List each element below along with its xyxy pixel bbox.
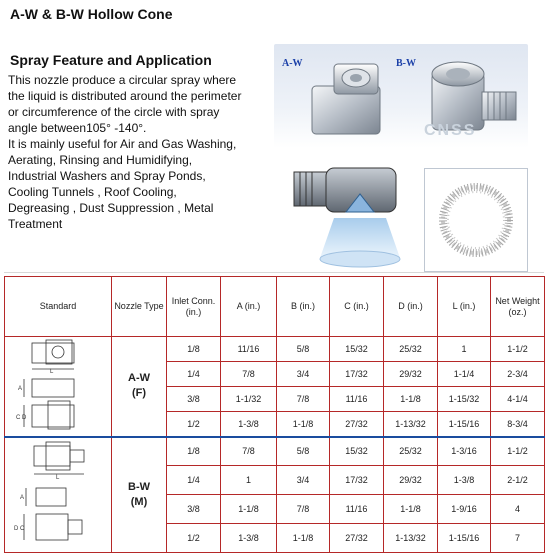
table-cell: 4	[491, 495, 545, 524]
table-cell: 1-1/2	[491, 337, 545, 362]
svg-text:L: L	[56, 474, 60, 481]
section-divider	[4, 272, 544, 273]
table-cell: 15/32	[330, 337, 384, 362]
table-cell: 11/16	[330, 495, 384, 524]
svg-text:D C: D C	[14, 525, 25, 532]
nozzle-type-thread: (M)	[130, 495, 148, 508]
table-cell: 29/32	[384, 362, 438, 387]
svg-text:A: A	[18, 386, 23, 393]
table-cell: 1-15/32	[438, 387, 491, 412]
table-cell: 1-1/8	[384, 495, 438, 524]
table-cell: 1/2	[167, 524, 221, 553]
table-cell: 1-13/32	[384, 412, 438, 437]
table-cell: 3/4	[277, 466, 330, 495]
table-cell: 1-1/8	[277, 412, 330, 437]
table-cell: 1-1/8	[384, 387, 438, 412]
table-cell: 17/32	[330, 466, 384, 495]
nozzle-type-aw	[112, 337, 167, 437]
description-line: the liquid is distributed around the perimeter	[8, 89, 242, 103]
table-row	[5, 337, 545, 362]
description-line: It is mainly useful for Air and Gas Washing,	[8, 137, 237, 151]
bw-photo-label: B-W	[396, 58, 416, 69]
header-l: L (in.)	[438, 277, 491, 337]
svg-text:A: A	[20, 494, 25, 501]
dimension-table	[4, 276, 545, 553]
table-cell: 1-15/16	[438, 412, 491, 437]
svg-text:C D: C D	[16, 415, 27, 422]
description-line: Cooling Tunnels , Roof Cooling,	[8, 185, 177, 199]
table-cell: 27/32	[330, 524, 384, 553]
bw-dimension-drawing	[5, 437, 112, 553]
table-row	[5, 437, 545, 466]
table-cell: 1-1/32	[221, 387, 277, 412]
description-line: or circumference of the circle with spray	[8, 105, 220, 119]
table-cell: 4-1/4	[491, 387, 545, 412]
header-b: B (in.)	[277, 277, 330, 337]
table-cell: 11/16	[221, 337, 277, 362]
nozzle-type-thread: (F)	[131, 387, 147, 400]
table-cell: 7	[491, 524, 545, 553]
table-cell: 3/4	[277, 362, 330, 387]
header-d: D (in.)	[384, 277, 438, 337]
description-line: angle between105° -140°.	[8, 121, 147, 135]
table-cell: 5/8	[277, 337, 330, 362]
watermark-text: CNSS	[424, 122, 477, 139]
page-title: A-W & B-W Hollow Cone	[10, 6, 173, 22]
table-cell: 7/8	[221, 362, 277, 387]
table-cell: 29/32	[384, 466, 438, 495]
table-cell: 11/16	[330, 387, 384, 412]
table-cell: 1/4	[167, 362, 221, 387]
table-cell: 7/8	[277, 387, 330, 412]
aw-drawing-graphic	[6, 337, 110, 433]
table-cell: 1-3/16	[438, 437, 491, 466]
table-cell: 2-1/2	[491, 466, 545, 495]
section-title: Spray Feature and Application	[10, 52, 212, 68]
table-cell: 2-3/4	[491, 362, 545, 387]
nozzle-photo-graphic	[274, 44, 528, 148]
table-cell: 8-3/4	[491, 412, 545, 437]
table-cell: 1-3/8	[438, 466, 491, 495]
description-line: Industrial Washers and Spray Ponds,	[8, 169, 206, 183]
header-c: C (in.)	[330, 277, 384, 337]
table-cell: 1-1/8	[221, 495, 277, 524]
table-cell: 1	[438, 337, 491, 362]
table-cell: 1/8	[167, 337, 221, 362]
table-cell: 1/4	[167, 466, 221, 495]
spray-pattern-image	[424, 168, 528, 272]
table-header-row	[5, 277, 545, 337]
spray-ring-graphic	[425, 169, 527, 271]
header-nozzle-type: Nozzle Type	[112, 277, 167, 337]
table-cell: 7/8	[221, 437, 277, 466]
header-a: A (in.)	[221, 277, 277, 337]
table-cell: 1-9/16	[438, 495, 491, 524]
description-line: This nozzle produce a circular spray where	[8, 73, 237, 87]
table-cell: 1-13/32	[384, 524, 438, 553]
table-cell: 1-1/8	[277, 524, 330, 553]
header-weight: Net Weight (oz.)	[491, 277, 545, 337]
table-cell: 17/32	[330, 362, 384, 387]
table-cell: 25/32	[384, 337, 438, 362]
nozzle-type-name: A-W	[128, 372, 150, 385]
description	[8, 72, 278, 232]
bw-drawing-graphic	[6, 438, 110, 550]
nozzle-type-name: B-W	[128, 480, 150, 493]
table-cell: 1/8	[167, 437, 221, 466]
table-cell: 5/8	[277, 437, 330, 466]
table-cell: 1	[221, 466, 277, 495]
table-cell: 25/32	[384, 437, 438, 466]
table-cell: 1-3/8	[221, 412, 277, 437]
aw-photo-label: A-W	[282, 58, 303, 69]
table-cell: 7/8	[277, 495, 330, 524]
table-cell: 3/8	[167, 495, 221, 524]
nozzle-type-bw	[112, 437, 167, 553]
svg-text:L: L	[50, 369, 54, 376]
table-cell: 15/32	[330, 437, 384, 466]
description-line: Degreasing , Dust Suppression , Metal	[8, 201, 214, 215]
header-standard: Standard	[5, 277, 112, 337]
table-cell: 1-1/4	[438, 362, 491, 387]
spray-cutaway-graphic	[290, 162, 410, 272]
table-cell: 1-1/2	[491, 437, 545, 466]
description-line: Treatment	[8, 217, 63, 231]
table-cell: 1-15/16	[438, 524, 491, 553]
aw-dimension-drawing	[5, 337, 112, 437]
header-inlet: Inlet Conn. (in.)	[167, 277, 221, 337]
table-cell: 27/32	[330, 412, 384, 437]
description-line: Aerating, Rinsing and Humidifying,	[8, 153, 193, 167]
table-cell: 1/2	[167, 412, 221, 437]
table-cell: 1-3/8	[221, 524, 277, 553]
spray-cutaway-image	[290, 162, 410, 272]
table-cell: 3/8	[167, 387, 221, 412]
nozzle-photo	[274, 44, 528, 148]
